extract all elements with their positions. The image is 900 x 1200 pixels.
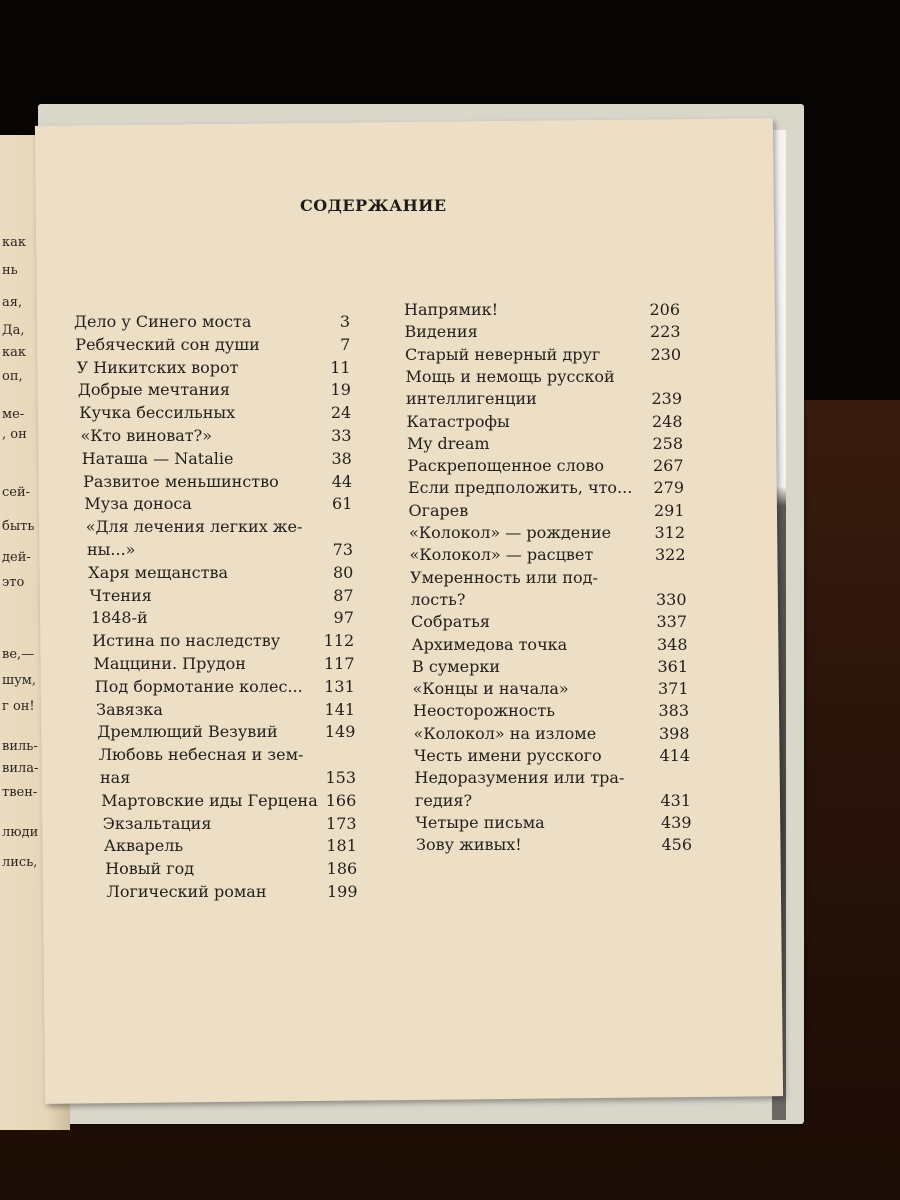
toc-entry-page: 414 [659, 746, 690, 765]
toc-entry-page: 398 [658, 723, 690, 743]
toc-entry-page: 149 [324, 722, 356, 742]
toc-entry-page: 44 [331, 471, 353, 491]
toc-entry-page: 337 [656, 612, 687, 632]
toc-entry-page: 383 [658, 701, 689, 721]
toc-entry-title: «Концы и начала» [412, 679, 569, 699]
toc-entry-title: Неосторожность [413, 701, 555, 721]
toc-entry-title: Зову живых! [416, 835, 522, 855]
toc-entry-page: 97 [333, 608, 354, 628]
toc-entry-page: 141 [324, 699, 356, 719]
toc-entry-page: 348 [656, 634, 688, 654]
toc-entry-title: Умеренность или под- [410, 567, 598, 587]
toc-entry-page: 248 [651, 411, 683, 431]
toc-entry-page: 131 [324, 676, 355, 696]
toc-entry-page: 291 [653, 500, 685, 520]
toc-entry-title: ная [100, 768, 131, 787]
toc-entry-page: 33 [331, 426, 352, 445]
toc-entry-title: В сумерки [412, 656, 501, 676]
toc-entry-title: интеллигенции [406, 389, 537, 409]
toc-entry-title: Огарев [408, 500, 469, 520]
left-page-fragment: лись, [2, 855, 38, 870]
toc-entry-title: ны...» [87, 540, 136, 559]
toc-entry-title: Архимедова точка [411, 634, 568, 654]
toc-entry-page: 117 [323, 654, 355, 673]
toc-entry-title: Видения [404, 322, 478, 342]
toc-entry-title: Новый год [105, 859, 195, 879]
left-page-fragment: оп, [2, 369, 23, 384]
left-page-fragment: как [2, 345, 27, 360]
toc-entry-title: гедия? [415, 790, 473, 810]
toc-entry-page: 223 [649, 322, 681, 342]
toc-entry-title: Четыре письма [415, 812, 545, 832]
toc-entry-title: Добрые мечтания [77, 380, 230, 400]
toc-entry-page: 153 [325, 768, 356, 787]
toc-entry-page: 173 [326, 813, 357, 833]
toc-entry-page: 38 [331, 448, 352, 468]
toc-entry-title: Любовь небесная и зем- [98, 745, 304, 765]
toc-entry-title: У Никитских ворот [76, 357, 239, 377]
left-page-fragment: шум, [2, 673, 36, 688]
toc-entry-page: 199 [326, 882, 358, 901]
toc-entry-title: Маццини. Прудон [93, 654, 246, 673]
toc-entry-title: Катастрофы [406, 411, 510, 431]
left-page-fragment: нь [2, 263, 18, 278]
toc-entry-page: 24 [330, 403, 352, 423]
toc-entry-title: «Колокол» на изломе [413, 723, 597, 743]
toc-entry-page: 239 [651, 389, 682, 409]
toc-entry-title: Истина по наследству [92, 631, 281, 651]
toc-entry-title: Харя мещанства [88, 562, 228, 582]
toc-entry-title: «Колокол» — рождение [409, 523, 612, 542]
left-page-fragment: как [2, 235, 27, 250]
toc-entry-title: Чтения [89, 585, 152, 605]
toc-entry-title: «Кто виноват?» [80, 426, 212, 445]
toc-entry-title: Раскрепощенное слово [407, 456, 605, 476]
toc-entry-title: Под бормотание колес... [94, 676, 303, 696]
left-page-fragment: это [2, 575, 25, 590]
toc-entry-page: 439 [660, 812, 692, 832]
toc-entry-title: Честь имени русского [414, 746, 602, 765]
toc-entry-title: Старый неверный друг [405, 344, 601, 364]
left-page-fragment: ая, [2, 295, 23, 310]
left-page-fragment: вила- [2, 761, 39, 776]
left-page-fragment: быть [2, 519, 35, 534]
toc-entry-page: 166 [325, 790, 357, 810]
toc-entry-title: Ребяческий сон души [75, 334, 260, 354]
toc-entry-title: Кучка бессильных [79, 403, 236, 423]
toc-entry-page: 11 [330, 357, 351, 377]
toc-entry-title: Наташа — Natalie [81, 448, 234, 468]
toc-entry-title: Развитое меньшинство [83, 471, 279, 491]
left-page-fragment: ме- [2, 407, 25, 422]
toc-entry-page: 361 [657, 656, 688, 676]
toc-entry-title: Завязка [96, 699, 163, 719]
left-page-fragment: г он! [2, 699, 35, 714]
toc-entry-page: 312 [654, 523, 685, 542]
toc-entry-title: 1848-й [90, 608, 148, 628]
toc-entry-title: Акварель [103, 836, 184, 856]
toc-entry-page: 279 [653, 478, 684, 498]
toc-entry-page: 371 [657, 679, 689, 699]
toc-entry-title: Дремлющий Везувий [97, 722, 278, 742]
left-page-fragment: , он [2, 427, 27, 442]
toc-entry-title: My dream [407, 433, 490, 453]
toc-entry-title: Собратья [411, 612, 490, 632]
toc-entry-title: Напрямик! [404, 300, 499, 319]
toc-entry-page: 230 [650, 344, 681, 364]
toc-entry-page: 186 [326, 859, 358, 879]
left-page-fragment: твен- [2, 785, 38, 800]
toc-entry-page: 456 [661, 835, 692, 855]
toc-entry-title: «Колокол» — расцвет [409, 545, 594, 565]
toc-entry-title: лость? [410, 589, 466, 609]
toc-entry-page: 181 [326, 836, 357, 856]
toc-entry-page: 7 [340, 334, 351, 354]
toc-heading: СОДЕРЖАНИЕ [300, 196, 447, 215]
toc-entry-page: 206 [649, 300, 680, 319]
toc-entry-title: Муза доноса [84, 494, 192, 514]
toc-entry-title: Мартовские иды Герцена [101, 790, 318, 810]
toc-entry-page: 330 [655, 589, 687, 609]
toc-entry-title: Экзальтация [102, 813, 212, 833]
toc-entry-page: 61 [332, 494, 353, 514]
toc-entry-page: 80 [332, 562, 354, 582]
toc-entry-page: 112 [323, 631, 355, 651]
left-page-fragment: Да, [2, 323, 25, 338]
left-page-fragment: ве,— [2, 647, 35, 662]
toc-entry-title: Мощь и немощь русской [405, 366, 615, 386]
toc-entry-title: Недоразумения или тра- [414, 768, 625, 788]
toc-entry-title: Если предположить, что... [408, 478, 633, 498]
left-page-fragment: дей- [2, 550, 31, 565]
toc-entry-title: Дело у Синего моста [74, 312, 252, 331]
left-page-fragment: сей- [2, 485, 31, 500]
left-page-fragment: виль- [2, 739, 38, 754]
toc-entry-page: 19 [330, 380, 351, 400]
toc-entry-page: 87 [333, 585, 354, 605]
toc-entry-title: «Для лечения легких же- [85, 517, 303, 537]
toc-entry-page: 267 [652, 456, 684, 476]
left-page-fragment: люди [2, 825, 39, 840]
toc-entry-page: 431 [660, 790, 691, 810]
toc-entry-title: Логический роман [106, 882, 267, 901]
toc-entry-page: 3 [339, 312, 350, 331]
toc-entry-page: 322 [654, 545, 686, 565]
toc-entry-page: 73 [332, 540, 353, 559]
toc-entry-page: 258 [652, 433, 683, 453]
